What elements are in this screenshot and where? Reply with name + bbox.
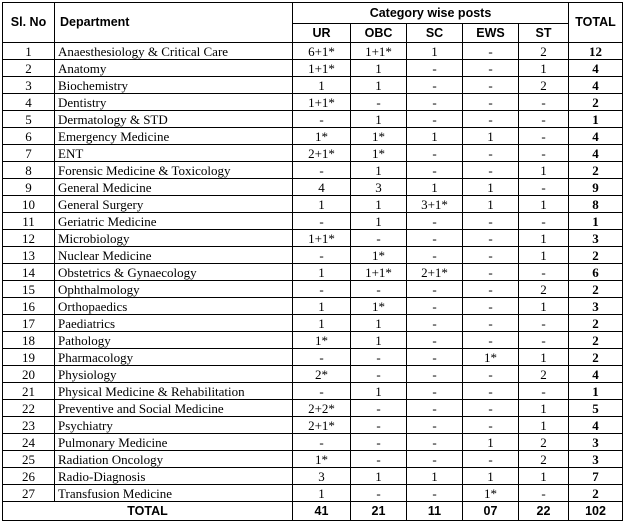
obc-cell: - (351, 434, 407, 451)
total-cell: 12 (569, 43, 623, 60)
sc-cell: - (407, 247, 463, 264)
sl-no-cell: 7 (3, 145, 55, 162)
sc-cell: 1 (407, 128, 463, 145)
sl-no-cell: 16 (3, 298, 55, 315)
sc-cell: - (407, 111, 463, 128)
sl-no-header: Sl. No (3, 3, 55, 43)
st-cell: - (519, 179, 569, 196)
obc-cell: 3 (351, 179, 407, 196)
obc-cell: 1 (351, 162, 407, 179)
ur-cell: 2+2* (293, 400, 351, 417)
sc-cell: - (407, 60, 463, 77)
obc-cell: - (351, 94, 407, 111)
ews-cell: - (463, 366, 519, 383)
ur-cell: 1+1* (293, 230, 351, 247)
sl-no-cell: 15 (3, 281, 55, 298)
sl-no-cell: 20 (3, 366, 55, 383)
totals-sc: 11 (407, 502, 463, 521)
ur-cell: 1 (293, 315, 351, 332)
st-cell: 1 (519, 196, 569, 213)
ews-cell: - (463, 264, 519, 281)
sl-no-cell: 5 (3, 111, 55, 128)
sc-cell: - (407, 485, 463, 502)
sc-cell: - (407, 400, 463, 417)
ur-cell: 4 (293, 179, 351, 196)
st-cell: - (519, 145, 569, 162)
ur-cell: 6+1* (293, 43, 351, 60)
sc-cell: - (407, 315, 463, 332)
sc-cell: - (407, 417, 463, 434)
ur-cell: 1 (293, 196, 351, 213)
sc-cell: - (407, 349, 463, 366)
sc-cell: - (407, 434, 463, 451)
ur-cell: 3 (293, 468, 351, 485)
department-cell: Paediatrics (55, 315, 293, 332)
category-wise-posts-table (2, 2, 623, 521)
ur-cell: - (293, 162, 351, 179)
total-cell: 2 (569, 94, 623, 111)
department-cell: Microbiology (55, 230, 293, 247)
sl-no-cell: 9 (3, 179, 55, 196)
table-row (3, 366, 623, 383)
ur-header: UR (293, 24, 351, 43)
total-cell: 4 (569, 60, 623, 77)
ur-cell: 1 (293, 77, 351, 94)
sl-no-cell: 21 (3, 383, 55, 400)
st-cell: - (519, 111, 569, 128)
totals-label: TOTAL (3, 502, 293, 521)
table-row (3, 281, 623, 298)
total-cell: 3 (569, 434, 623, 451)
ur-cell: - (293, 434, 351, 451)
department-cell: Ophthalmology (55, 281, 293, 298)
department-cell: Pharmacology (55, 349, 293, 366)
total-cell: 1 (569, 111, 623, 128)
obc-cell: - (351, 349, 407, 366)
ews-cell: - (463, 213, 519, 230)
total-cell: 3 (569, 298, 623, 315)
st-cell: 2 (519, 366, 569, 383)
sl-no-cell: 6 (3, 128, 55, 145)
ur-cell: - (293, 383, 351, 400)
sc-cell: 1 (407, 179, 463, 196)
total-cell: 9 (569, 179, 623, 196)
department-cell: Nuclear Medicine (55, 247, 293, 264)
totals-obc: 21 (351, 502, 407, 521)
ews-cell: - (463, 94, 519, 111)
ews-cell: - (463, 145, 519, 162)
table-row (3, 196, 623, 213)
table-row (3, 298, 623, 315)
ur-cell: 1* (293, 332, 351, 349)
ews-cell: - (463, 60, 519, 77)
sc-cell: - (407, 332, 463, 349)
sl-no-cell: 2 (3, 60, 55, 77)
posts-table-container (2, 2, 623, 521)
department-header: Department (55, 3, 293, 43)
total-cell: 2 (569, 315, 623, 332)
sl-no-cell: 1 (3, 43, 55, 60)
ews-cell: - (463, 111, 519, 128)
st-cell: 2 (519, 281, 569, 298)
total-cell: 2 (569, 485, 623, 502)
st-cell: 1 (519, 230, 569, 247)
st-cell: 1 (519, 162, 569, 179)
department-cell: Emergency Medicine (55, 128, 293, 145)
ews-cell: - (463, 400, 519, 417)
obc-cell: 1 (351, 196, 407, 213)
ur-cell: - (293, 213, 351, 230)
sc-cell: 2+1* (407, 264, 463, 281)
st-cell: 2 (519, 434, 569, 451)
st-cell: - (519, 94, 569, 111)
total-header: TOTAL (569, 3, 623, 43)
header-row-top (3, 3, 623, 24)
ews-cell: - (463, 43, 519, 60)
table-row (3, 417, 623, 434)
ur-cell: - (293, 111, 351, 128)
ews-cell: 1* (463, 485, 519, 502)
sl-no-cell: 14 (3, 264, 55, 281)
obc-cell: 1* (351, 298, 407, 315)
department-cell: Psychiatry (55, 417, 293, 434)
st-cell: 1 (519, 400, 569, 417)
table-row (3, 485, 623, 502)
total-cell: 4 (569, 366, 623, 383)
department-cell: Anaesthesiology & Critical Care (55, 43, 293, 60)
total-cell: 4 (569, 128, 623, 145)
department-cell: Forensic Medicine & Toxicology (55, 162, 293, 179)
table-row (3, 60, 623, 77)
department-cell: Physical Medicine & Rehabilitation (55, 383, 293, 400)
sl-no-cell: 26 (3, 468, 55, 485)
st-cell: - (519, 485, 569, 502)
sl-no-cell: 24 (3, 434, 55, 451)
total-cell: 4 (569, 145, 623, 162)
table-row (3, 179, 623, 196)
obc-cell: - (351, 230, 407, 247)
table-body (3, 43, 623, 502)
department-cell: Radiation Oncology (55, 451, 293, 468)
total-cell: 7 (569, 468, 623, 485)
category-wise-header: Category wise posts (293, 3, 569, 24)
ews-cell: - (463, 162, 519, 179)
total-cell: 5 (569, 400, 623, 417)
table-row (3, 383, 623, 400)
sc-cell: 1 (407, 468, 463, 485)
department-cell: Biochemistry (55, 77, 293, 94)
obc-cell: 1+1* (351, 43, 407, 60)
sl-no-cell: 17 (3, 315, 55, 332)
ews-cell: - (463, 315, 519, 332)
obc-cell: - (351, 366, 407, 383)
department-cell: Dermatology & STD (55, 111, 293, 128)
obc-cell: 1 (351, 213, 407, 230)
department-cell: Physiology (55, 366, 293, 383)
department-cell: Orthopaedics (55, 298, 293, 315)
ur-cell: 1 (293, 298, 351, 315)
ews-header: EWS (463, 24, 519, 43)
total-cell: 2 (569, 162, 623, 179)
department-cell: Dentistry (55, 94, 293, 111)
table-row (3, 400, 623, 417)
table-row (3, 213, 623, 230)
ur-cell: 2+1* (293, 145, 351, 162)
ur-cell: 2+1* (293, 417, 351, 434)
obc-cell: - (351, 400, 407, 417)
total-cell: 2 (569, 247, 623, 264)
totals-ews: 07 (463, 502, 519, 521)
table-row (3, 145, 623, 162)
department-cell: Transfusion Medicine (55, 485, 293, 502)
ews-cell: 1 (463, 434, 519, 451)
sl-no-cell: 18 (3, 332, 55, 349)
department-cell: General Medicine (55, 179, 293, 196)
total-cell: 4 (569, 77, 623, 94)
sl-no-cell: 10 (3, 196, 55, 213)
obc-cell: - (351, 451, 407, 468)
ews-cell: - (463, 230, 519, 247)
department-cell: General Surgery (55, 196, 293, 213)
table-row (3, 128, 623, 145)
ur-cell: 1 (293, 485, 351, 502)
sl-no-cell: 4 (3, 94, 55, 111)
department-cell: Radio-Diagnosis (55, 468, 293, 485)
ews-cell: 1 (463, 196, 519, 213)
table-row (3, 43, 623, 60)
ur-cell: 1* (293, 451, 351, 468)
ews-cell: - (463, 77, 519, 94)
obc-cell: 1 (351, 315, 407, 332)
total-cell: 8 (569, 196, 623, 213)
total-cell: 1 (569, 213, 623, 230)
obc-cell: 1* (351, 128, 407, 145)
ews-cell: 1 (463, 179, 519, 196)
total-cell: 3 (569, 451, 623, 468)
total-cell: 2 (569, 349, 623, 366)
ur-cell: 2* (293, 366, 351, 383)
ur-cell: - (293, 247, 351, 264)
department-cell: Obstetrics & Gynaecology (55, 264, 293, 281)
ur-cell: - (293, 281, 351, 298)
st-header: ST (519, 24, 569, 43)
sc-cell: - (407, 298, 463, 315)
st-cell: 1 (519, 247, 569, 264)
st-cell: - (519, 128, 569, 145)
table-row (3, 264, 623, 281)
total-cell: 2 (569, 332, 623, 349)
sc-cell: 3+1* (407, 196, 463, 213)
obc-cell: 1 (351, 468, 407, 485)
st-cell: 1 (519, 417, 569, 434)
table-row (3, 332, 623, 349)
sc-cell: - (407, 230, 463, 247)
sc-cell: - (407, 145, 463, 162)
st-cell: - (519, 315, 569, 332)
total-cell: 2 (569, 281, 623, 298)
st-cell: 1 (519, 468, 569, 485)
obc-cell: - (351, 417, 407, 434)
ews-cell: - (463, 298, 519, 315)
totals-ur: 41 (293, 502, 351, 521)
sc-cell: - (407, 383, 463, 400)
st-cell: 1 (519, 298, 569, 315)
sc-cell: - (407, 77, 463, 94)
table-row (3, 451, 623, 468)
obc-cell: - (351, 281, 407, 298)
obc-cell: 1 (351, 332, 407, 349)
ews-cell: - (463, 281, 519, 298)
department-cell: Pathology (55, 332, 293, 349)
obc-cell: 1 (351, 60, 407, 77)
obc-cell: 1 (351, 77, 407, 94)
sl-no-cell: 27 (3, 485, 55, 502)
department-cell: Preventive and Social Medicine (55, 400, 293, 417)
table-row (3, 247, 623, 264)
sc-cell: - (407, 213, 463, 230)
obc-cell: 1 (351, 111, 407, 128)
total-cell: 3 (569, 230, 623, 247)
table-row (3, 230, 623, 247)
table-row (3, 77, 623, 94)
totals-st: 22 (519, 502, 569, 521)
obc-cell: 1+1* (351, 264, 407, 281)
department-cell: ENT (55, 145, 293, 162)
department-cell: Geriatric Medicine (55, 213, 293, 230)
obc-cell: 1 (351, 383, 407, 400)
st-cell: - (519, 213, 569, 230)
totals-grand: 102 (569, 502, 623, 521)
totals-row (3, 502, 623, 521)
table-row (3, 315, 623, 332)
sl-no-cell: 8 (3, 162, 55, 179)
table-row (3, 434, 623, 451)
table-row (3, 468, 623, 485)
ur-cell: 1+1* (293, 60, 351, 77)
table-row (3, 94, 623, 111)
sl-no-cell: 3 (3, 77, 55, 94)
ur-cell: 1 (293, 264, 351, 281)
table-row (3, 162, 623, 179)
total-cell: 4 (569, 417, 623, 434)
sc-cell: - (407, 281, 463, 298)
sl-no-cell: 25 (3, 451, 55, 468)
obc-cell: - (351, 485, 407, 502)
st-cell: - (519, 332, 569, 349)
sl-no-cell: 13 (3, 247, 55, 264)
department-cell: Anatomy (55, 60, 293, 77)
sl-no-cell: 12 (3, 230, 55, 247)
st-cell: 2 (519, 77, 569, 94)
st-cell: 2 (519, 451, 569, 468)
ews-cell: - (463, 417, 519, 434)
st-cell: 2 (519, 43, 569, 60)
sc-cell: - (407, 94, 463, 111)
sc-cell: 1 (407, 43, 463, 60)
sl-no-cell: 23 (3, 417, 55, 434)
st-cell: 1 (519, 60, 569, 77)
ur-cell: 1+1* (293, 94, 351, 111)
ur-cell: 1* (293, 128, 351, 145)
table-row (3, 349, 623, 366)
obc-header: OBC (351, 24, 407, 43)
sl-no-cell: 19 (3, 349, 55, 366)
department-cell: Pulmonary Medicine (55, 434, 293, 451)
ews-cell: 1 (463, 468, 519, 485)
ews-cell: - (463, 451, 519, 468)
sc-cell: - (407, 366, 463, 383)
sc-header: SC (407, 24, 463, 43)
sl-no-cell: 22 (3, 400, 55, 417)
st-cell: 1 (519, 349, 569, 366)
obc-cell: 1* (351, 145, 407, 162)
table-row (3, 111, 623, 128)
sc-cell: - (407, 451, 463, 468)
obc-cell: 1* (351, 247, 407, 264)
total-cell: 6 (569, 264, 623, 281)
ews-cell: - (463, 332, 519, 349)
sl-no-cell: 11 (3, 213, 55, 230)
ews-cell: 1* (463, 349, 519, 366)
sc-cell: - (407, 162, 463, 179)
st-cell: - (519, 383, 569, 400)
ews-cell: - (463, 247, 519, 264)
ur-cell: - (293, 349, 351, 366)
ews-cell: - (463, 383, 519, 400)
ews-cell: 1 (463, 128, 519, 145)
total-cell: 1 (569, 383, 623, 400)
st-cell: - (519, 264, 569, 281)
